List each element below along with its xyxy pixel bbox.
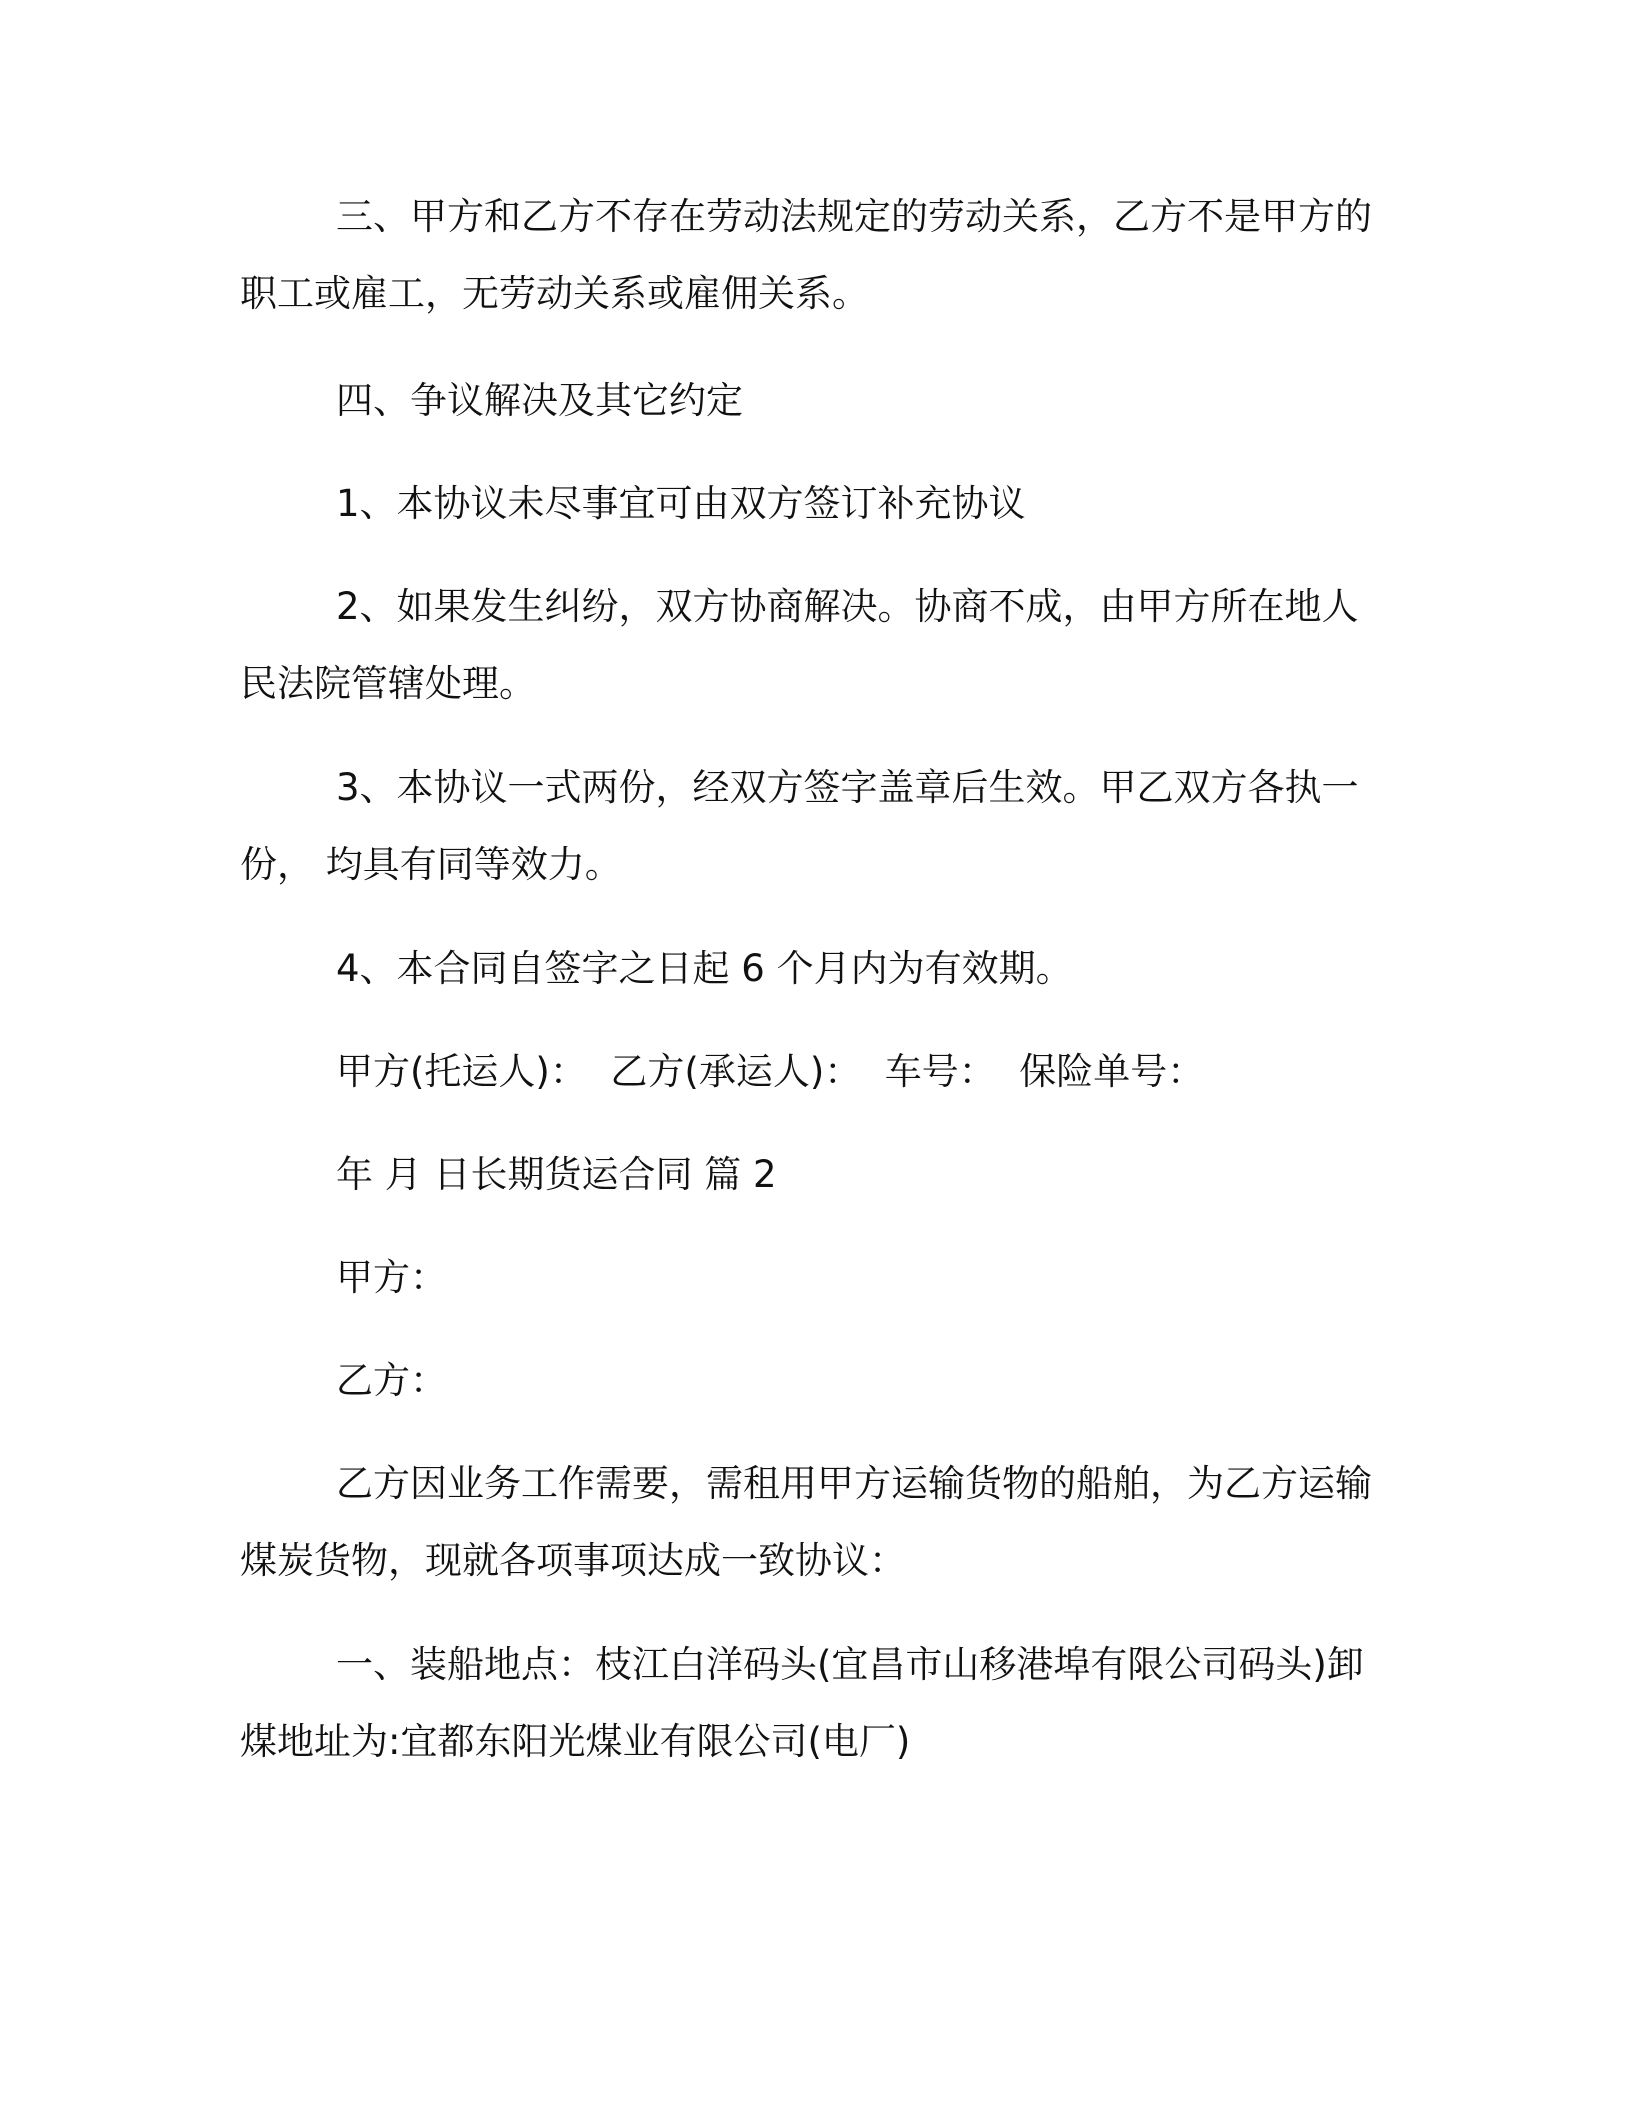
paragraph-loading-location: 一、装船地点：枝江白洋码头(宜昌市山移港埠有限公司码头)卸煤地址为:宜都东阳光煤业有限公司(电厂) [240,1643,1364,1763]
paragraph-clause-2: 2、如果发生纠纷，双方协商解决。协商不成，由甲方所在地人民法院管辖处理。 [240,585,1359,705]
paragraph-clause-1: 1、本协议未尽事宜可由双方签订补充协议 [336,482,1026,525]
party-b-line: 乙方： [336,1359,447,1402]
paragraph-clause-4: 4、本合同自签字之日起 6 个月内为有效期。 [336,947,1073,990]
paragraph-clause-3: 3、本协议一式两份，经双方签字盖章后生效。甲乙双方各执一份， 均具有同等效力。 [240,766,1359,886]
party-a-line: 甲方： [336,1256,447,1299]
paragraph-dispute-heading: 四、争议解决及其它约定 [336,379,743,422]
signature-line: 甲方(托运人)： 乙方(承运人)： 车号： 保险单号： [336,1050,1205,1093]
paragraph-no-labor-relation: 三、甲方和乙方不存在劳动法规定的劳动关系，乙方不是甲方的职工或雇工，无劳动关系或雇佣关系。 [240,195,1372,315]
date-title-line: 年 月 日长期货运合同 篇 2 [336,1153,777,1196]
paragraph-purpose: 乙方因业务工作需要，需租用甲方运输货物的船舶，为乙方运输煤炭货物，现就各项事项达成一致协议： [240,1462,1372,1582]
